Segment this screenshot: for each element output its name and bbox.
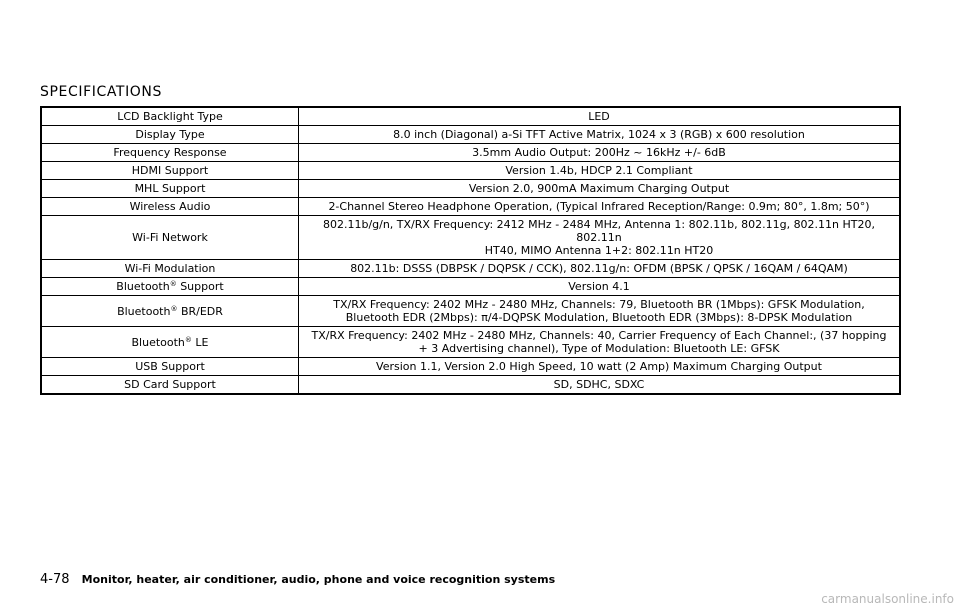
spec-value-line: + 3 Advertising channel), Type of Modulation: Bluetooth LE: GFSK: [418, 342, 780, 355]
spec-value-bluetooth-support: Version 4.1: [299, 278, 901, 296]
spec-label-mhl-support: MHL Support: [41, 180, 299, 198]
spec-value-display-type: 8.0 inch (Diagonal) a-Si TFT Active Matrix, 1024 x 3 (RGB) x 600 resolution: [299, 126, 901, 144]
watermark: carmanualsonline.info: [821, 592, 954, 606]
table-row: [41, 358, 900, 376]
spec-value-line: 802.11b/g/n, TX/RX Frequency: 2412 MHz - 2484 MHz, Antenna 1: 802.11b, 802.11g, 802.11n HT20, 802.11n: [322, 218, 876, 244]
label-text: LE: [191, 335, 209, 349]
spec-value-hdmi-support: Version 1.4b, HDCP 2.1 Compliant: [299, 162, 901, 180]
spec-value-frequency-response: 3.5mm Audio Output: 200Hz ~ 16kHz +/- 6dB: [299, 144, 901, 162]
table-row: [41, 144, 900, 162]
spec-value-mhl-support: Version 2.0, 900mA Maximum Charging Output: [299, 180, 901, 198]
spec-label-usb-support: USB Support: [41, 358, 299, 376]
spec-value-line: TX/RX Frequency: 2402 MHz - 2480 MHz, Channels: 40, Carrier Frequency of Each Channel:, (37 hopping: [311, 329, 887, 342]
spec-value-wifi-modulation: 802.11b: DSSS (DBPSK / DQPSK / CCK), 802.11g/n: OFDM (BPSK / QPSK / 16QAM / 64QAM): [299, 260, 901, 278]
spec-label-hdmi-support: HDMI Support: [41, 162, 299, 180]
spec-label-wifi-network: Wi-Fi Network: [41, 216, 299, 260]
registered-mark: ®: [184, 335, 192, 344]
page-footer: [40, 572, 555, 587]
label-text: Support: [176, 280, 224, 293]
table-row: [41, 162, 900, 180]
table-row: [41, 376, 900, 395]
specifications-table: [40, 106, 901, 395]
spec-label-wireless-audio: Wireless Audio: [41, 198, 299, 216]
spec-value-line: Bluetooth EDR (2Mbps): π/4-DQPSK Modulation, Bluetooth EDR (3Mbps): 8-DPSK Modulation: [345, 311, 853, 324]
table-row: [41, 216, 900, 260]
page-number: 4-78: [40, 572, 70, 587]
spec-value-bluetooth-le: [299, 327, 901, 358]
registered-mark: ®: [170, 304, 178, 313]
spec-value-wifi-network: [299, 216, 901, 260]
label-text: Bluetooth: [131, 335, 185, 349]
table-row: [41, 180, 900, 198]
spec-value-line: HT40, MIMO Antenna 1+2: 802.11n HT20: [484, 244, 714, 257]
spec-label-wifi-modulation: Wi-Fi Modulation: [41, 260, 299, 278]
label-text: BR/EDR: [177, 304, 223, 318]
spec-value-wireless-audio: 2-Channel Stereo Headphone Operation, (Typical Infrared Reception/Range: 0.9m; 80°, 1.8m; 50°): [299, 198, 901, 216]
table-row: [41, 278, 900, 296]
table-row: [41, 296, 900, 327]
spec-label-sd-card-support: SD Card Support: [41, 376, 299, 395]
spec-label-frequency-response: Frequency Response: [41, 144, 299, 162]
spec-label-bluetooth-le: [41, 327, 299, 358]
table-row: [41, 260, 900, 278]
spec-label-display-type: Display Type: [41, 126, 299, 144]
section-title: SPECIFICATIONS: [40, 84, 162, 100]
spec-value-lcd-backlight-type: LED: [299, 107, 901, 126]
label-text: Bluetooth: [116, 280, 170, 293]
spec-value-line: TX/RX Frequency: 2402 MHz - 2480 MHz, Channels: 79, Bluetooth BR (1Mbps): GFSK Modulation,: [333, 298, 865, 311]
spec-value-usb-support: Version 1.1, Version 2.0 High Speed, 10 watt (2 Amp) Maximum Charging Output: [299, 358, 901, 376]
spec-label-lcd-backlight-type: LCD Backlight Type: [41, 107, 299, 126]
spec-label-bluetooth-br-edr: [41, 296, 299, 327]
table-row: [41, 107, 900, 126]
table-row: [41, 126, 900, 144]
chapter-title: Monitor, heater, air conditioner, audio, phone and voice recognition systems: [81, 573, 556, 586]
spec-value-bluetooth-br-edr: [299, 296, 901, 327]
registered-mark: ®: [169, 280, 177, 288]
table-row: [41, 327, 900, 358]
spec-label-bluetooth-support: [41, 278, 299, 296]
label-text: Bluetooth: [117, 304, 171, 318]
spec-value-sd-card-support: SD, SDHC, SDXC: [299, 376, 901, 395]
table-row: [41, 198, 900, 216]
